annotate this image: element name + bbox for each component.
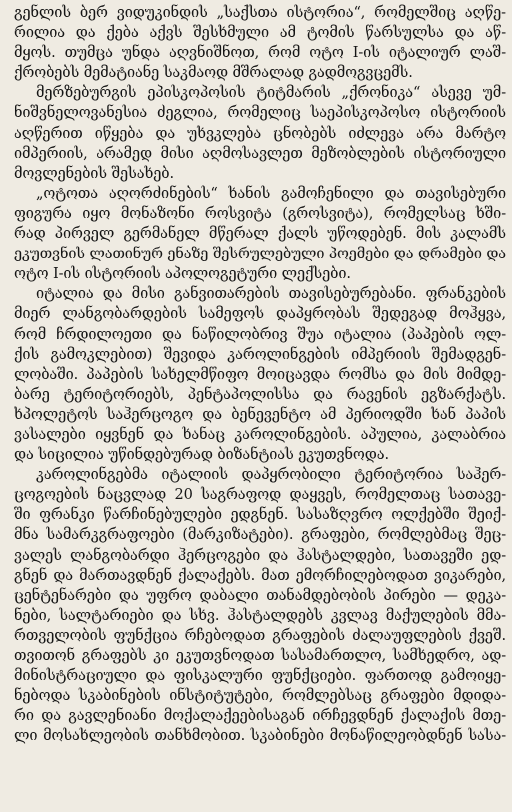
text-line: ქის გამოკლებით) შევიდა კაროლინგების იმპერიის შემადგენ- [14,346,506,363]
text-line: ლობაში. პაპების სახელმწიფო მოიცავდა რომსა და მის მიმდე- [14,366,506,383]
text-line: ბარე ტერიტორიებს, პენტაპოლისსა და რავენის ეგზარქატს. [14,386,506,403]
text-line: რად პირველ გერმანელ მწერალ ქალს უწოდებენ. მის კალამს [14,226,506,243]
paragraph-2 [14,83,506,183]
text-line: „ოტოთა აღორძინების“ ხანის გამოჩენილი და თავისებური [36,185,506,202]
text-line: გნენ და მართავდნენ ქალაქებს. მათ ემორჩილებოდათ ვიკარები, [14,567,506,584]
text-line: რილია და ქება აქვს შესხმული ამ ტომის წარსულსა და აწ- [14,25,506,42]
text-line: ლი მოსახლეობის თანხმობით. სკაბინები მონაწილეობდნენ სასა- [14,728,506,745]
text-line: კაროლინგებმა იტალიის დაპყრობილი ტერიტორია საჰერ- [36,467,506,484]
text-line: ვალეს ლანგობარდი ჰერცოგები და ჰასტალდები, სათავეში ედ- [14,547,506,564]
text-line: აღწერით იწყება და უხვკლება ცნობებს იძლევა არა მარტო [14,125,506,142]
text-line: თვითონ გრაფებს კი ეკუთვნოდათ სასამართლო, სამხედრო, ად- [14,648,506,664]
document-page [14,3,506,746]
text-line: ცენტენარები და უფრო დაბალი თანამდებობის პირები — დეკა- [14,587,506,604]
text-line: ვასალები იყვნენ და ხანაც კაროლინგების. აპულია, კალაბრია [14,426,506,443]
text-line: ქრობებს მემატიანე საკმაოდ მშრალად გადმოგვცემს. [14,65,413,82]
text-line: ნებოდა სკაბინების ინსტიტუტები, რომლებსაც გრაფები მდიდა- [14,688,506,705]
paragraph-4 [14,284,506,465]
text-line: მნა სამარკგრაფოები (მარკიზატები). გრაფები, რომლებმაც შეც- [14,527,506,544]
text-line: რთველობის ფუნქცია რჩებოდათ გრაფების ძალაუფლების ქვეშ. [14,627,506,644]
text-line: და სიცილია უწინდებურად ბიზანტიას ეკუთვნოდა. [14,447,389,464]
text-line: გენლის ბერ ვიდუკინდის „საქსთა ისტორია“, რომელშიც აღწე- [14,5,506,21]
paragraph-3 [14,184,506,284]
text-line: ხპოლეტოს საჰერცოგო და ბენევენტო ამ პერიოდში ხან პაპის [14,406,506,423]
text-line: ფიგურა იყო მონაზონი როსვიტა (გროსვიტა), რომელსაც ხში- [14,205,506,222]
text-line: ცოგოების ნაცვლად 20 საგრაფოდ დაყვეს, რომელთაც სათავე- [14,487,506,504]
text-line: ეკუთვნის ლათინურ ენაზე შესრულებული პოემები და დრამები და [14,246,506,263]
text-line: მერზებურგის ეპისკოპოსის ტიტმარის „ქრონიკა“ ასევე უმ- [36,85,506,102]
text-line: მინისტრაციული და ფისკალური ფუნქციები. ფართოდ გამოიყე- [14,668,506,685]
text-line: რომ ჩრდილოეთი და ნაწილობრივ შუა იტალია (პაპების ოლ- [14,326,506,343]
text-line: იმპერიის, არამედ მისი აღმოსავლეთ მეზობლების ისტორიული [14,145,506,162]
text-line: მყოს. თუმცა უნდა აღვნიშნოთ, რომ ოტო I-ის იტალიურ ლაშ- [14,45,506,62]
paragraph-1 [14,3,506,83]
text-line: მოვლენების შესახებ. [14,165,174,182]
text-line: იტალია და მისი განვითარების თავისებურებანი. ფრანკების [36,286,506,303]
text-line: ნიშვნელოვანესია ძეგლია, რომელიც საეპისკოპოსო ისტორიის [14,105,506,122]
text-line: ში ფრანკი წარჩინებულები ედგნენ. სასაზღვრო ოლქებში შეიქ- [14,507,506,524]
text-line: მიერ ლანგობარდების სამეფოს დაპყრობას შედეგად მოჰყვა, [14,306,506,323]
text-line: ნები, სალტარიები და სხვ. ჰასტალდებს კვლავ მაქულების მმა- [14,607,506,624]
text-line: ოტო I-ის ისტორიის აპოლოგეტური ლექსები. [14,266,351,283]
text-line: რი და გავლენიანი მოქალაქეებისაგან ირჩევდნენ ქალაქის მთე- [14,708,506,725]
paragraph-5 [14,465,506,746]
